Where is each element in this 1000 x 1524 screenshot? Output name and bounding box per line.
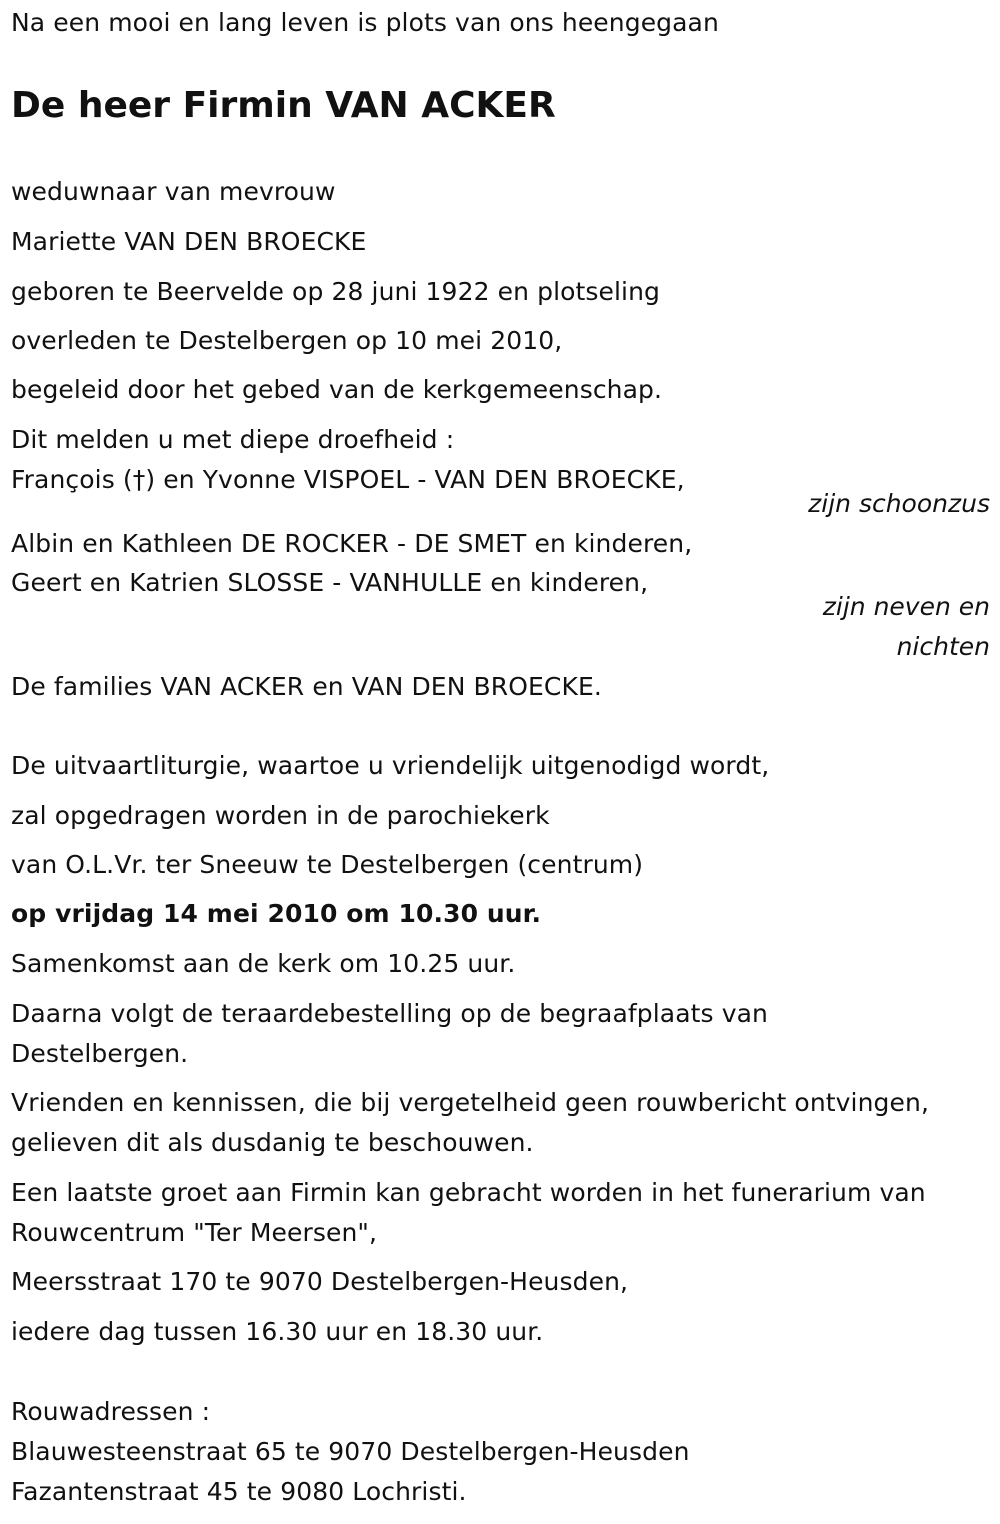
burial-line-2: Destelbergen. bbox=[11, 1039, 189, 1068]
burial-line-1: Daarna volgt de teraardebestelling op de begraafplaats van bbox=[11, 999, 768, 1028]
funeral-line-3: van O.L.Vr. ter Sneeuw te Destelbergen (centrum) bbox=[11, 850, 644, 879]
funeral-line-2: zal opgedragen worden in de parochiekerk bbox=[11, 801, 550, 830]
bio-line-5: begeleid door het gebed van de kerkgemeenschap. bbox=[11, 375, 663, 404]
mourning-address-1: Blauwesteenstraat 65 te 9070 Destelbergen-Heusden bbox=[11, 1437, 690, 1466]
mourning-address-2: Fazantenstraat 45 te 9080 Lochristi. bbox=[11, 1477, 467, 1506]
family-group1-line: François (†) en Yvonne VISPOEL - VAN DEN BROECKE, bbox=[11, 465, 685, 494]
mourning-label: Rouwadressen : bbox=[11, 1397, 211, 1426]
bio-line-4: overleden te Destelbergen op 10 mei 2010, bbox=[11, 326, 563, 355]
bio-line-1: weduwnaar van mevrouw bbox=[11, 177, 336, 206]
greeting-line-1: Een laatste groet aan Firmin kan gebracht worden in het funerarium van bbox=[11, 1178, 926, 1207]
gathering-line: Samenkomst aan de kerk om 10.25 uur. bbox=[11, 949, 516, 978]
bio-line-3: geboren te Beervelde op 28 juni 1922 en plotseling bbox=[11, 277, 661, 306]
deceased-name: De heer Firmin VAN ACKER bbox=[11, 85, 556, 126]
family-group1-relation: zijn schoonzus bbox=[808, 489, 990, 518]
families-line: De families VAN ACKER en VAN DEN BROECKE. bbox=[11, 672, 602, 701]
funeral-line-1: De uitvaartliturgie, waartoe u vriendelijk uitgenodigd wordt, bbox=[11, 751, 770, 780]
family-group2-line-2: Geert en Katrien SLOSSE - VANHULLE en kinderen, bbox=[11, 568, 649, 597]
funerarium-address: Meersstraat 170 te 9070 Destelbergen-Heusden, bbox=[11, 1267, 629, 1296]
funeral-datetime: op vrijdag 14 mei 2010 om 10.30 uur. bbox=[11, 899, 542, 928]
friends-line-2: gelieven dit als dusdanig te beschouwen. bbox=[11, 1128, 534, 1157]
intro-text: Na een mooi en lang leven is plots van ons heengegaan bbox=[11, 8, 719, 37]
greeting-line-2: Rouwcentrum "Ter Meersen", bbox=[11, 1218, 378, 1247]
family-group2-relation-1: zijn neven en bbox=[822, 592, 990, 621]
visiting-hours: iedere dag tussen 16.30 uur en 18.30 uur. bbox=[11, 1317, 544, 1346]
announce-text: Dit melden u met diepe droefheid : bbox=[11, 425, 455, 454]
friends-line-1: Vrienden en kennissen, die bij vergetelheid geen rouwbericht ontvingen, bbox=[11, 1088, 929, 1117]
bio-line-2: Mariette VAN DEN BROECKE bbox=[11, 227, 367, 256]
family-group2-line-1: Albin en Kathleen DE ROCKER - DE SMET en kinderen, bbox=[11, 529, 693, 558]
family-group2-relation-2: nichten bbox=[896, 632, 990, 661]
